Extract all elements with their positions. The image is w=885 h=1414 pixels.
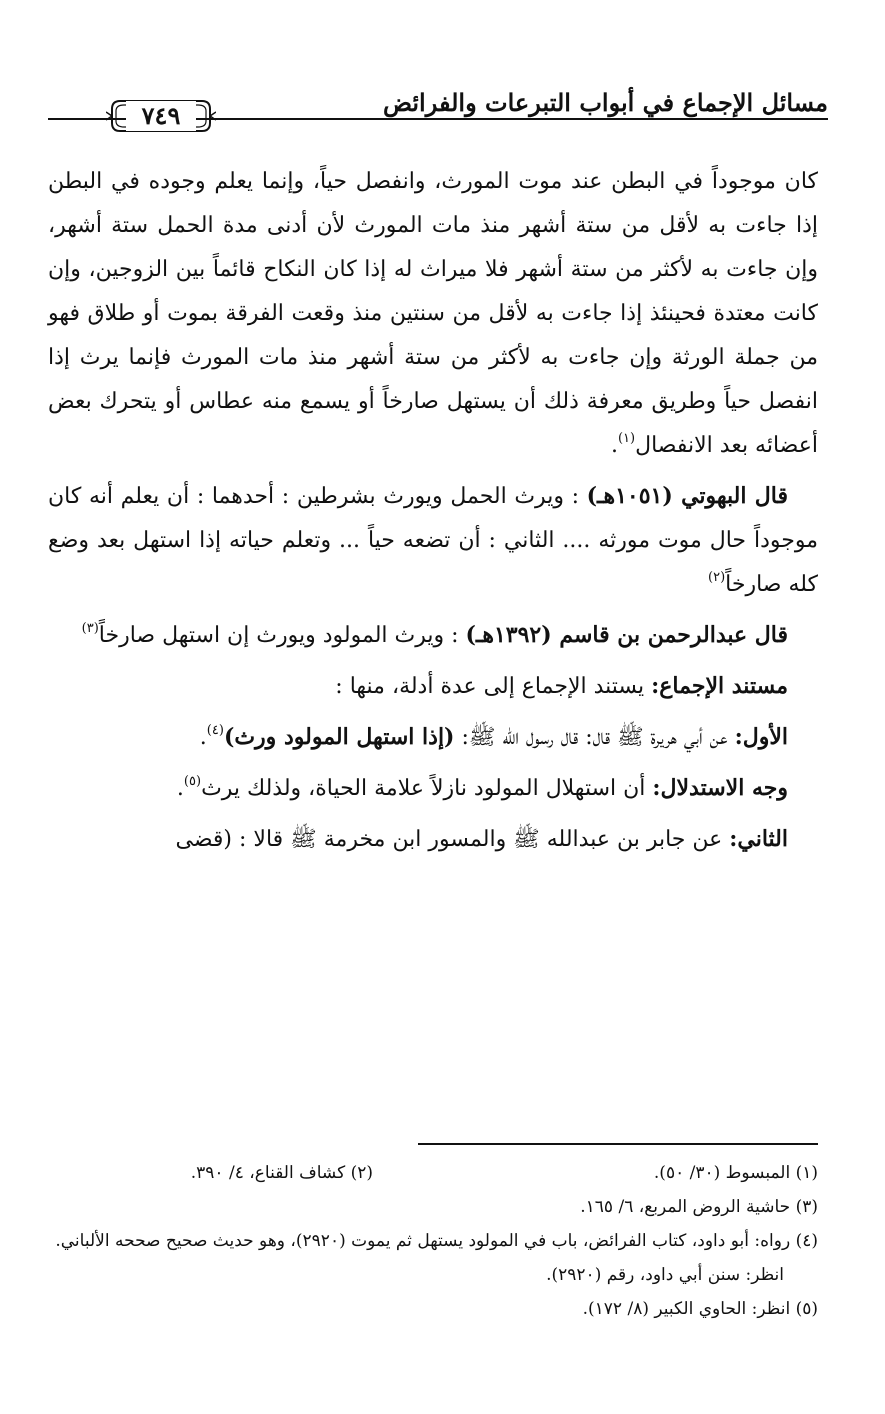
- quote-author-ibn-qasim: قال عبدالرحمن بن قاسم (١٣٩٢هـ): [465, 622, 788, 648]
- reasoning-label: وجه الاستدلال:: [652, 775, 788, 801]
- running-title: مسائل الإجماع في أبواب التبرعات والفرائض: [382, 88, 828, 117]
- footnote-separator: [418, 1143, 818, 1145]
- quote-author-buhuti: قال البهوتي (١٠٥١هـ): [586, 483, 788, 509]
- footnote-4: (٤) رواه: أبو داود، كتاب الفرائض، باب في المولود يستهل ثم يموت (٢٩٢٠)، وهو حديث صحيح صححه الألباني. انظر: سنن أبي داود، رقم (٢٩٢٠).: [55, 1231, 818, 1285]
- footnote-ref-4: (٤): [206, 723, 224, 738]
- evidence-first-label: الأول:: [734, 724, 788, 750]
- footnote-ref-1: (١): [617, 431, 636, 446]
- running-header: [48, 78, 828, 148]
- footnote-1: (١) المبسوط (٣٠/ ٥٠).: [653, 1163, 818, 1183]
- footnote-5: (٥) انظر: الحاوي الكبير (٨/ ١٧٢).: [582, 1299, 818, 1319]
- footnote-ref-3: (٣): [81, 621, 99, 636]
- paragraph-1: كان موجوداً في البطن عند موت المورث، وانفصل حياً، وإنما يعلم وجوده في البطن إذا جاءت به لأقل من ستة أشهر منذ مات المورث لأن أدنى مدة الحمل ستة أشهر، وإن جاءت به لأكثر من ستة أشهر فلا ميراث له إذا كان النكاح قائماً بين الزوجين، وإن كانت معتدة فحينئذ إذا جاءت به لأقل من سنتين منذ وقعت الفرقة بموت أو طلاق فهو من جملة الورثة وإن جاءت به لأكثر من ستة أشهر منذ مات المورث فإنما يرث إذا انفصل حياً وطريق معرفة ذلك أن يستهل صارخاً أو يسمع منه عطاس أو يتحرك بعض أعضائه بعد الانفصال$^{(١)}$.: [48, 169, 818, 458]
- section-label-evidence: مستند الإجماع:: [651, 673, 788, 699]
- evidence-second-label: الثاني:: [729, 826, 788, 852]
- paragraph-6: وجه الاستدلال: أن استهلال المولود نازلاً علامة الحياة، ولذلك يرث$^{(٥)}$.: [176, 774, 788, 801]
- footnote-ref-2: (٢): [708, 570, 726, 585]
- footnotes: [48, 1156, 818, 1326]
- footnote-2: (٢) كشاف القناع، ٤/ ٣٩٠.: [190, 1163, 373, 1183]
- paragraph-3: قال عبدالرحمن بن قاسم (١٣٩٢هـ) : ويرث المولود ويورث إن استهل صارخاً$^{(٣)}$: [81, 621, 788, 648]
- footnote-row-1-2: [48, 1156, 818, 1190]
- footnote-ref-5: (٥): [183, 774, 202, 789]
- main-text: [48, 160, 818, 862]
- page-number: ٧٤٩: [126, 101, 196, 131]
- footnote-3: (٣) حاشية الروض المربع، ٦/ ١٦٥.: [580, 1197, 818, 1217]
- paragraph-2: قال البهوتي (١٠٥١هـ) : ويرث الحمل ويورث بشرطين : أحدهما : أن يعلم أنه كان موجوداً حال موت مورثه .... الثاني : أن تضعه حياً ... وتعلم حياته إذا استهل بعد وضع كله صارخاً$^{(٢)}$: [48, 483, 818, 597]
- page-number-ornament: [106, 93, 216, 139]
- hadith-quote: (إذا استهل المولود ورث): [223, 724, 455, 750]
- paragraph-4: مستند الإجماع: يستند الإجماع إلى عدة أدلة، منها :: [335, 673, 788, 699]
- paragraph-5: الأول: عن أبي هريرة ﷺ قال: قال رسول الله ﷺ: (إذا استهل المولود ورث)$^{(٤)}$.: [199, 723, 788, 750]
- paragraph-7: الثاني: عن جابر بن عبدالله ﷺ والمسور ابن مخرمة ﷺ قالا : (قضى: [175, 826, 788, 852]
